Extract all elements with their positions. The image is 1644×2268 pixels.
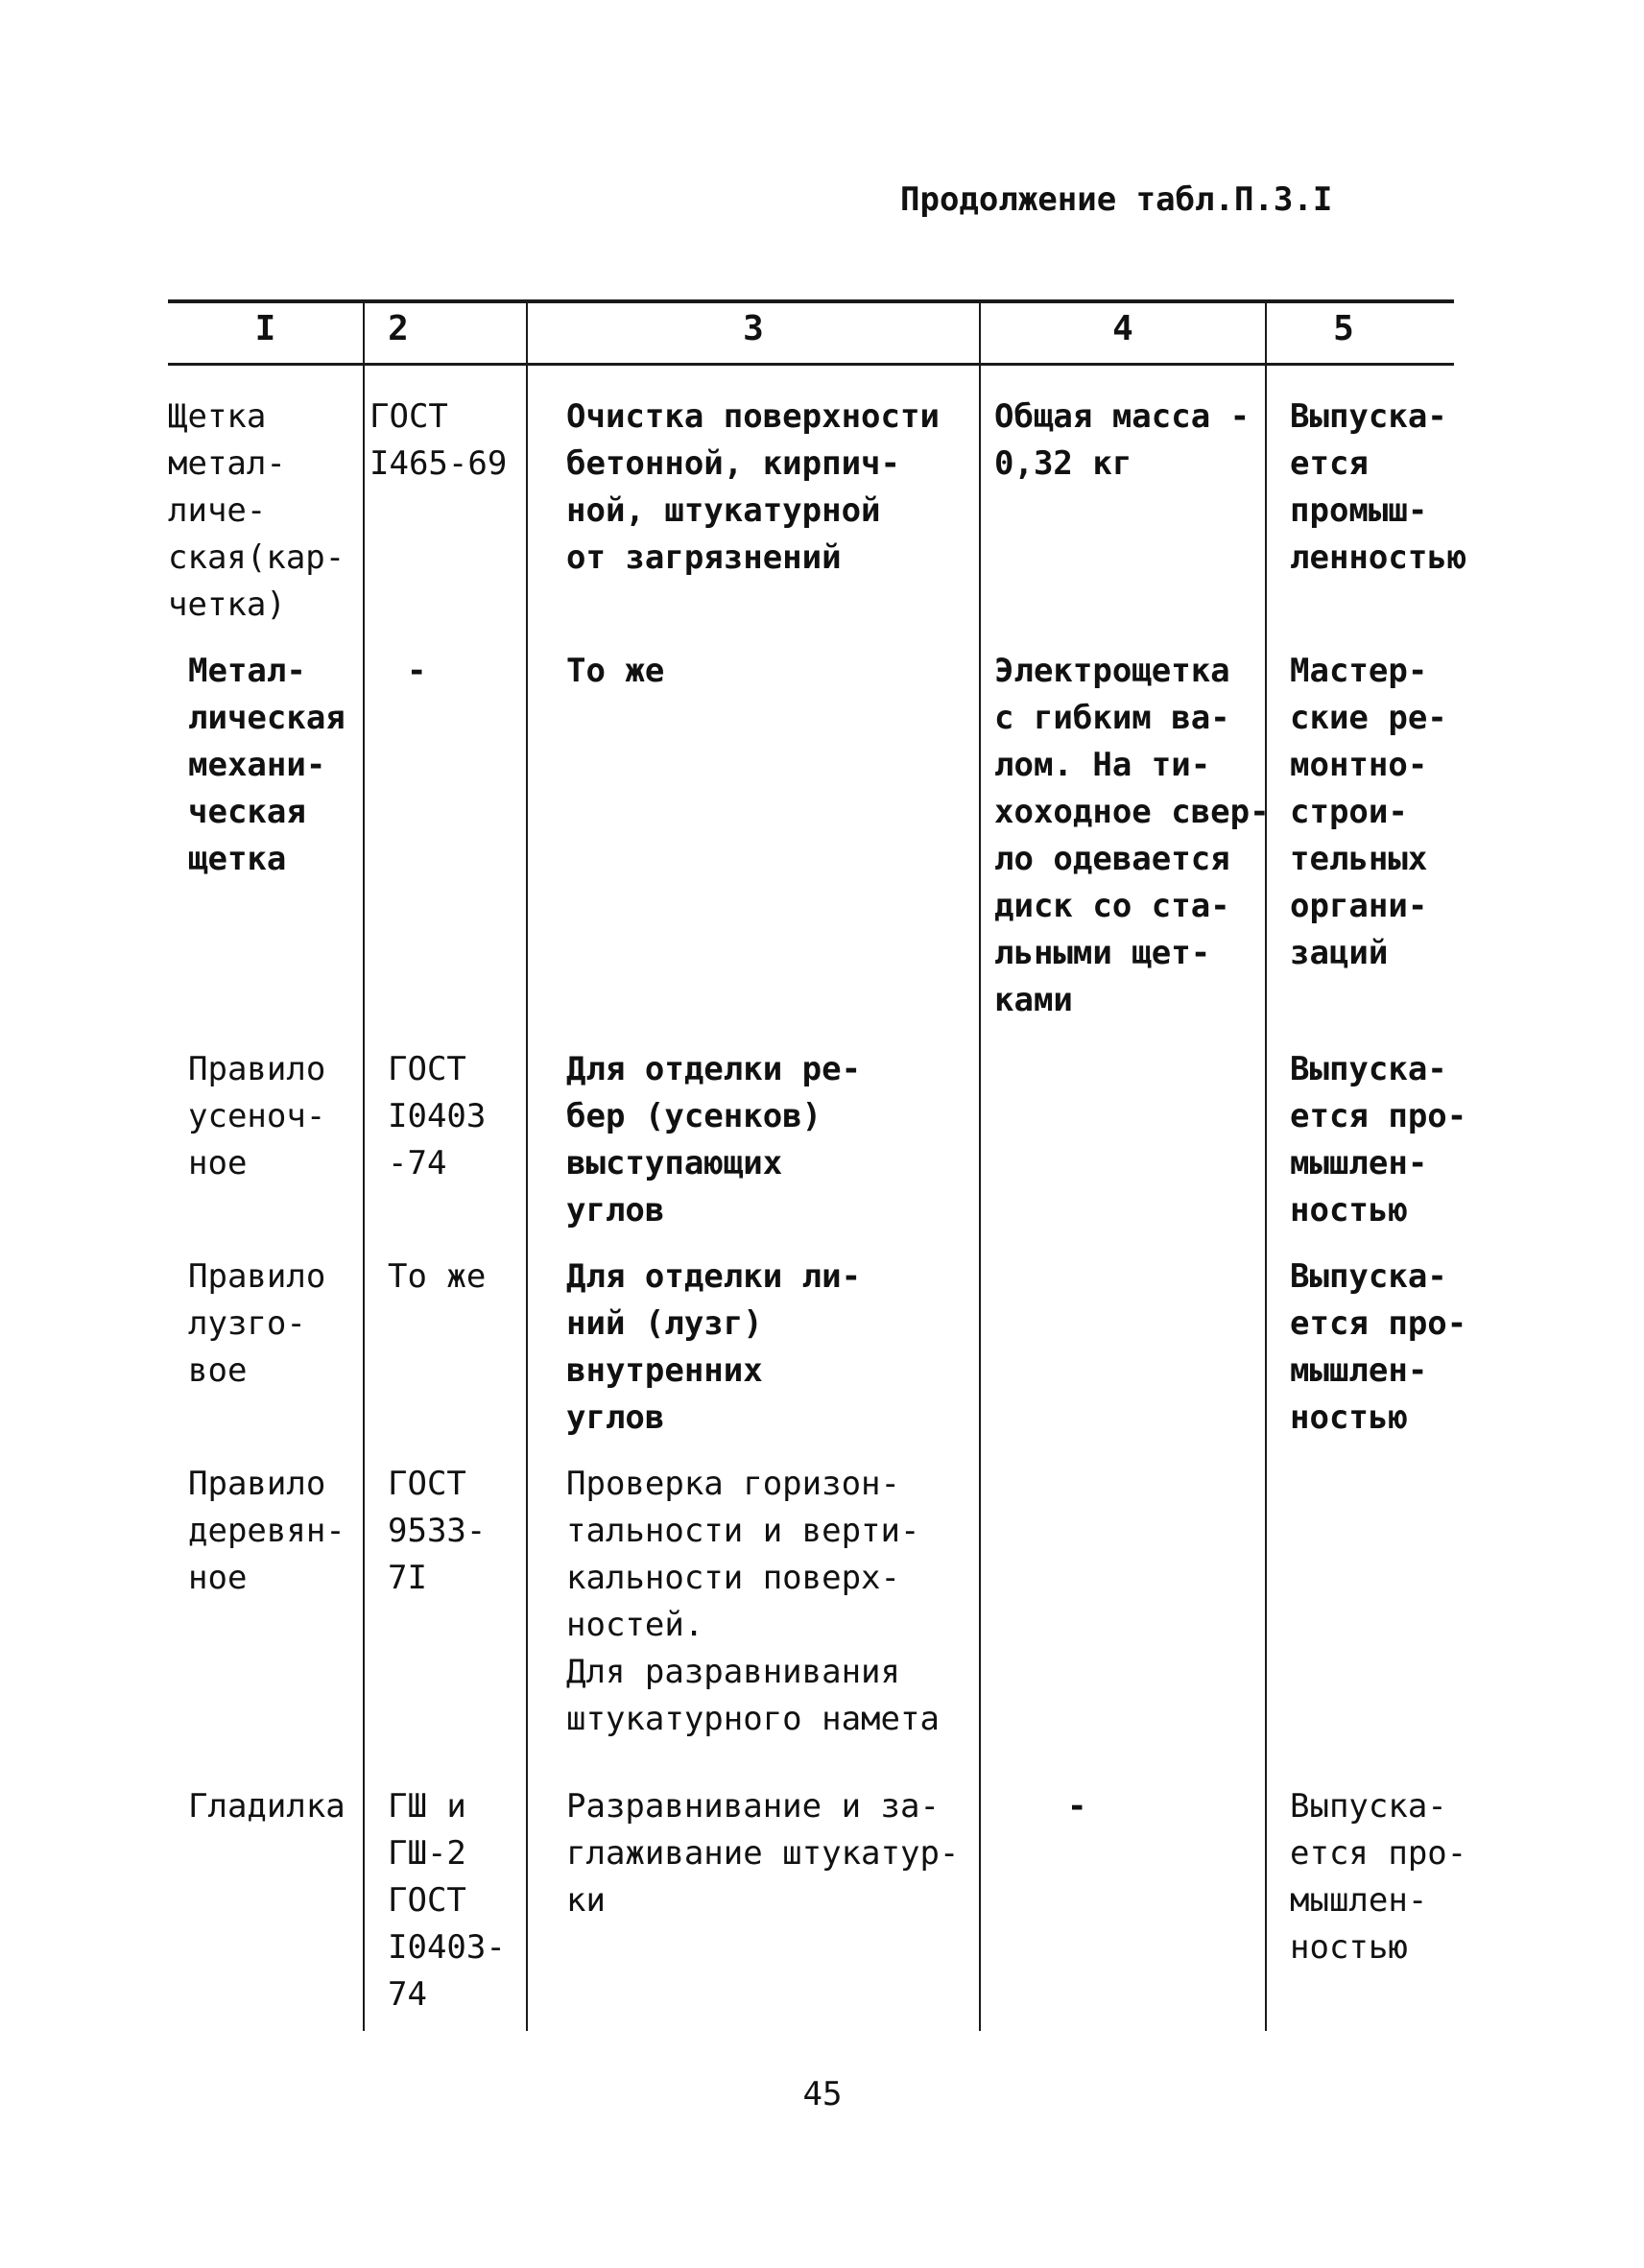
row6-name: Гладилка (188, 1787, 345, 1826)
row1-standard: ГОСТ I465-69 (369, 397, 508, 483)
table-caption: Продолжение табл.П.3.I (900, 180, 1333, 219)
row5-purpose: Проверка горизон- тальности и верти- кальности поверх- ностей. Для разравнивания штукатурного намета (566, 1465, 940, 1738)
row5-name: Правило деревян- ное (188, 1465, 345, 1597)
col-divider-1 (363, 303, 365, 2031)
row3-purpose: Для отделки ре- бер (усенков) выступающих углов (566, 1050, 862, 1229)
row4-name: Правило лузго- вое (188, 1257, 326, 1390)
row6-manufacturer: Выпуска- ется про- мышлен- ностью (1290, 1787, 1467, 1967)
row3-standard: ГОСТ I0403 -74 (388, 1050, 487, 1182)
row4-manufacturer: Выпуска- ется про- мышлен- ностью (1290, 1257, 1467, 1437)
header-col-4: 4 (1112, 309, 1133, 348)
header-col-1: I (254, 309, 276, 348)
row3-name: Правило усеноч- ное (188, 1050, 326, 1182)
row6-purpose: Разравнивание и за- глаживание штукатур- ки (566, 1787, 960, 1920)
header-col-3: 3 (743, 309, 764, 348)
table-top-rule (168, 299, 1454, 303)
row2-characteristics: Электрощетка с гибким ва- лом. На ти- хоходное свер- ло одевается диск со ста- льными щет- ками (994, 652, 1270, 1019)
row2-standard: - (407, 652, 427, 690)
row2-purpose: То же (566, 652, 665, 690)
row1-name: Щетка метал- личе- ская(кар- четка) (168, 397, 345, 624)
row1-characteristics: Общая масса - 0,32 кг (994, 397, 1251, 483)
col-divider-2 (526, 303, 528, 2031)
col-divider-4 (1265, 303, 1267, 2031)
col-divider-3 (979, 303, 981, 2031)
header-col-2: 2 (388, 309, 409, 348)
row6-characteristics: - (1067, 1787, 1087, 1826)
row4-standard: То же (388, 1257, 487, 1296)
row1-manufacturer: Выпуска- ется промыш- ленностью (1290, 397, 1467, 577)
row6-standard: ГШ и ГШ-2 ГОСТ I0403- 74 (388, 1787, 506, 2014)
row2-manufacturer: Мастер- ские ре- монтно- строи- тельных органи- заций (1290, 652, 1447, 972)
row2-name: Метал- лическая механи- ческая щетка (188, 652, 345, 878)
header-bottom-rule (168, 363, 1454, 366)
row4-purpose: Для отделки ли- ний (лузг) внутренних углов (566, 1257, 862, 1437)
page-number: 45 (802, 2075, 843, 2113)
header-col-5: 5 (1333, 309, 1354, 348)
row3-manufacturer: Выпуска- ется про- мышлен- ностью (1290, 1050, 1467, 1229)
row1-purpose: Очистка поверхности бетонной, кирпич- ной, штукатурной от загрязнений (566, 397, 940, 577)
row5-standard: ГОСТ 9533- 7I (388, 1465, 487, 1597)
